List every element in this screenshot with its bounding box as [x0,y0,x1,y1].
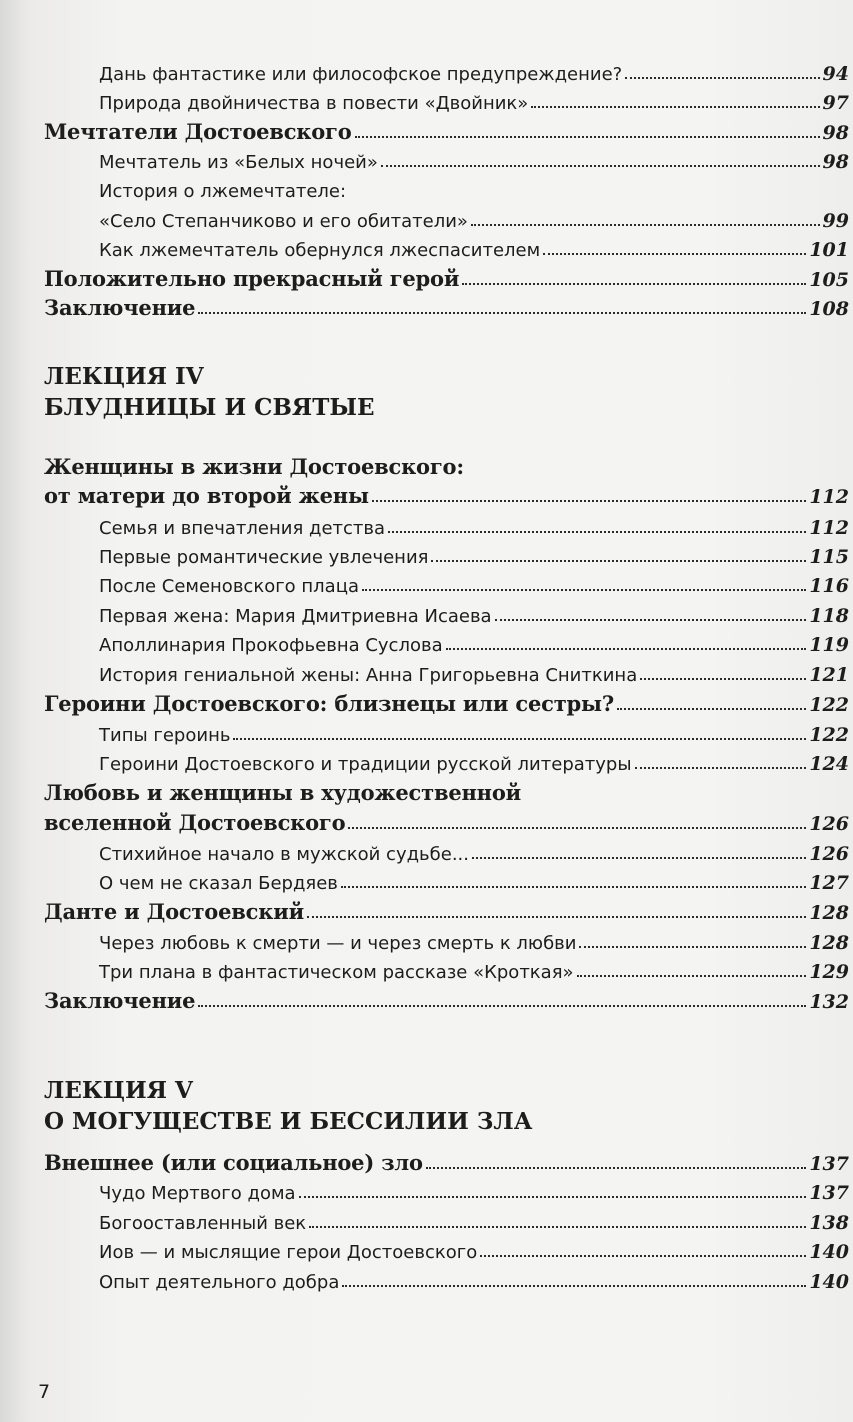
toc-chapter-entry [0,261,853,291]
page-number: 7 [38,1381,51,1403]
toc-entry-title: вселенной Достоевского [44,810,346,835]
toc-entry-page-number: 140 [809,1241,849,1263]
toc-section-entry [0,1174,853,1204]
toc-entry-page-number: 122 [809,724,849,746]
toc-section-entry [0,745,853,775]
dot-leader [480,1245,806,1257]
dot-leader [617,698,806,710]
dot-leader [579,936,806,948]
toc-section-entry [0,202,853,232]
toc-entry-page-number: 108 [809,298,849,320]
dot-leader [426,1157,807,1169]
toc-entry-title: Данте и Достоевский [44,899,304,924]
toc-entry-page-number: 132 [809,991,849,1013]
toc-entry-title: История о лжемечтателе: [99,181,347,202]
toc-entry-title: Семья и впечатления детства [99,518,386,539]
dot-leader [198,302,806,314]
toc-entry-page-number: 94 [822,63,849,85]
toc-entry-page-number: 128 [809,932,849,954]
dot-leader [362,579,806,591]
dot-leader [462,273,806,285]
dot-leader [341,876,806,888]
dot-leader [348,817,806,829]
lecture-5-number: ЛЕКЦИЯ V [44,1077,193,1104]
toc-entry-page-number: 121 [809,664,849,686]
toc-section-entry [0,509,853,539]
dot-leader [635,757,807,769]
toc-entry-title: от матери до второй жены [44,483,369,508]
toc-entry-title: Три плана в фантастическом рассказе «Кроткая» [99,962,574,983]
toc-section-entry [0,172,853,202]
toc-entry-page-number: 138 [809,1212,849,1234]
toc-section-entry [0,55,853,85]
dot-leader [472,847,806,859]
toc-entry-title: Стихийное начало в мужской судьбе... [99,844,470,865]
toc-entry-page-number: 97 [822,92,849,114]
dot-leader [198,995,806,1007]
toc-section-entry [0,143,853,173]
toc-entry-page-number: 126 [809,813,849,835]
toc-entry-page-number: 122 [809,694,849,716]
toc-entry-title: Героини Достоевского и традиции русской литературы [99,754,632,775]
toc-section-entry [0,231,853,261]
toc-entry-page-number: 101 [809,239,849,261]
toc-entry-page-number: 116 [809,575,849,597]
toc-entry-title: Мечтатель из «Белых ночей» [99,152,378,173]
toc-chapter-entry [0,686,853,716]
toc-section-entry [0,567,853,597]
toc-entry-title: Заключение [44,295,196,320]
dot-leader [299,1186,807,1198]
dot-leader [309,1216,806,1228]
toc-entry-title: Заключение [44,988,196,1013]
toc-entry-title: Дань фантастике или философское предупреждение? [99,64,623,85]
toc-section-entry [0,1233,853,1263]
dot-leader [388,521,806,533]
toc-chapter-entry [0,114,853,144]
toc-entry-page-number: 124 [809,753,849,775]
lecture-4-heading [44,361,375,423]
toc-entry-page-number: 105 [809,269,849,291]
toc-entry-title: История гениальной жены: Анна Григорьевна Сниткина [99,665,638,686]
dot-leader [625,67,819,79]
toc-section-entry [0,864,853,894]
toc-entry-page-number: 118 [809,605,849,627]
toc-entry-title: Мечтатели Достоевского [44,119,352,144]
toc-entry-title: Положительно прекрасный герой [44,266,460,291]
lecture-4-title: БЛУДНИЦЫ И СВЯТЫЕ [44,394,375,421]
dot-leader [381,155,820,167]
toc-entry-title: О чем не сказал Бердяев [99,873,338,894]
toc-chapter-entry [0,478,853,508]
toc-chapter-entry [0,775,853,805]
toc-entry-title: Героини Достоевского: близнецы или сестры? [44,691,614,716]
toc-entry-page-number: 137 [809,1182,849,1204]
toc-entry-title: Как лжемечтатель обернулся лжеспасителем [99,240,541,261]
toc-chapter-entry [0,449,853,479]
toc-chapter-entry [0,290,853,320]
dot-leader [307,906,806,918]
toc-chapter-entry [0,1145,853,1175]
toc-section-entry [0,924,853,954]
toc-entry-page-number: 115 [809,546,849,568]
toc-entry-page-number: 112 [809,486,849,508]
dot-leader [543,243,806,255]
dot-leader [531,96,819,108]
toc-chapter-entry [0,805,853,835]
toc-entry-title: Типы героинь [99,725,231,746]
toc-section-entry [0,656,853,686]
toc-section-entry [0,626,853,656]
toc-entry-title: Природа двойничества в повести «Двойник» [99,93,529,114]
toc-entry-title: Аполлинария Прокофьевна Суслова [99,635,443,656]
toc-entry-title: Внешнее (или социальное) зло [44,1150,423,1175]
toc-entry-title: Любовь и женщины в художественной [44,780,522,805]
toc-entry-title: Иов — и мыслящие герои Достоевского [99,1242,478,1263]
toc-entry-page-number: 112 [809,517,849,539]
toc-chapter-entry [0,983,853,1013]
toc-entry-page-number: 126 [809,843,849,865]
dot-leader [471,214,820,226]
toc-entry-title: Женщины в жизни Достоевского: [44,454,464,479]
toc-section-entry [0,716,853,746]
toc-entry-page-number: 129 [809,961,849,983]
toc-entry-page-number: 98 [822,122,849,144]
toc-entry-title: Первые романтические увлечения [99,547,429,568]
toc-section-entry [0,1263,853,1293]
dot-leader [342,1275,806,1287]
dot-leader [355,126,820,138]
toc-entry-page-number: 137 [809,1153,849,1175]
toc-entry-page-number: 99 [822,210,849,232]
lecture-4-number: ЛЕКЦИЯ IV [44,363,204,390]
lecture-5-heading [44,1075,532,1137]
toc-entry-title: Богооставленный век [99,1213,307,1234]
dot-leader [495,609,807,621]
toc-entry-title: «Село Степанчиково и его обитатели» [99,211,468,232]
toc-section-entry [0,597,853,627]
toc-entry-page-number: 98 [822,151,849,173]
toc-entry-title: Опыт деятельного добра [99,1272,340,1293]
toc-entry-title: Чудо Мертвого дома [99,1183,296,1204]
lecture-5-title: О МОГУЩЕСТВЕ И БЕССИЛИИ ЗЛА [44,1108,533,1135]
dot-leader [577,965,807,977]
toc-section-entry [0,835,853,865]
dot-leader [640,668,806,680]
toc-section-entry [0,538,853,568]
dot-leader [446,638,807,650]
toc-entry-page-number: 127 [809,872,849,894]
toc-section-entry [0,1204,853,1234]
toc-entry-title: После Семеновского плаца [99,576,359,597]
toc-entry-title: Первая жена: Мария Дмитриевна Исаева [99,606,492,627]
dot-leader [431,550,806,562]
toc-section-entry [0,953,853,983]
toc-section-entry [0,84,853,114]
toc-chapter-entry [0,894,853,924]
dot-leader [372,490,807,502]
toc-entry-page-number: 140 [809,1271,849,1293]
toc-entry-page-number: 119 [809,634,849,656]
toc-entry-page-number: 128 [809,902,849,924]
toc-entry-title: Через любовь к смерти — и через смерть к любви [99,933,577,954]
dot-leader [233,728,806,740]
